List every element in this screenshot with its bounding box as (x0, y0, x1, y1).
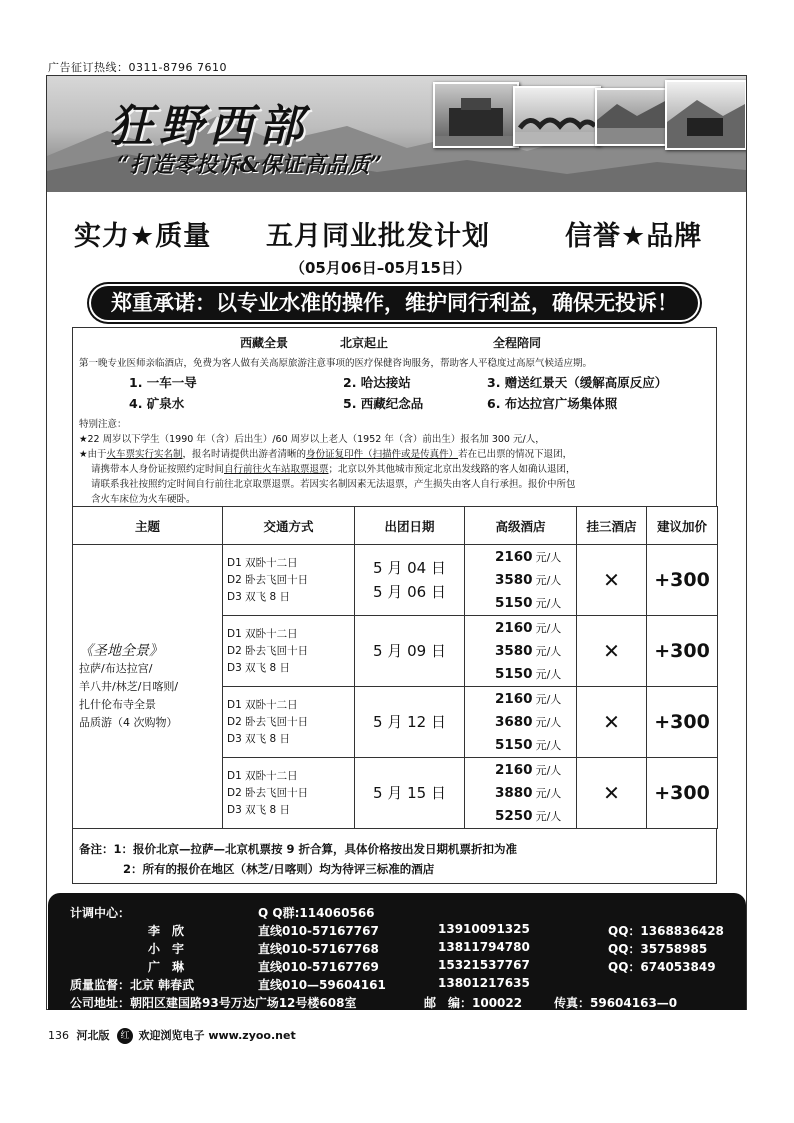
departure-date: 5 月 12 日 (373, 713, 446, 731)
page-number: 136 (48, 1029, 69, 1042)
price-unit: 元/人 (535, 667, 562, 681)
price-cell (465, 616, 577, 687)
price-unit: 元/人 (535, 644, 562, 658)
theme-cell (73, 545, 223, 829)
col-header-3star-hotel: 挂三酒店 (577, 507, 647, 545)
camel-caravan-icon (513, 86, 601, 146)
col-header-markup: 建议加价 (647, 507, 718, 545)
col-header-transport: 交通方式 (223, 507, 355, 545)
date-cell (355, 687, 465, 758)
company-address: 公司地址：朝阳区建国路93号万达广场12号楼608室 (70, 996, 357, 1010)
special-2a: ★由于 (79, 449, 107, 460)
route-d3: D3 双飞 8 日 (227, 732, 290, 745)
price-unit: 元/人 (535, 738, 562, 752)
special-2b: 火车票实行实名制 (106, 449, 183, 460)
departure-date: 5 月 06 日 (373, 583, 446, 601)
remark-line-2: 2：所有的报价在地区（林芝/日喀则）均为待评三标准的酒店 (123, 862, 435, 876)
departure-date: 5 月 04 日 (373, 559, 446, 577)
quality-mobile: 13801217635 (438, 976, 530, 990)
fax: 传真：59604163—0 (554, 996, 678, 1010)
markup-value: +300 (647, 616, 718, 687)
price-value: 5150 (495, 665, 533, 682)
theme-title: 《圣地全景》 (79, 642, 163, 659)
remarks-box (72, 828, 717, 884)
price-unit: 元/人 (535, 621, 562, 635)
price-value: 5150 (495, 594, 533, 611)
route-cell (223, 545, 355, 616)
brand-slogan: “打造零投诉&保证高品质” (117, 152, 383, 178)
pledge-banner: 郑重承诺：以专业水准的操作，维护同行利益，确保无投诉！ (91, 286, 698, 320)
remark-line-1: 备注：1：报价北京—拉萨—北京机票按 9 折合算，具体价格按出发日期机票折扣为准 (79, 842, 518, 856)
special-2c: ，报名时请提供出游者清晰的 (182, 449, 307, 460)
route-d1: D1 双卧十二日 (227, 627, 298, 640)
route-d1: D1 双卧十二日 (227, 556, 298, 569)
price-value: 2160 (495, 761, 533, 778)
feature-4: 4. 矿泉水 (129, 396, 185, 411)
special-3c: ；北京以外其他城市预定北京出发线路的客人如确认退团， (328, 464, 576, 475)
table-row (73, 545, 718, 616)
brand-title: 狂野西部 (109, 101, 309, 152)
markup-value: +300 (647, 687, 718, 758)
price-unit: 元/人 (535, 692, 562, 706)
price-value: 3580 (495, 571, 533, 588)
contact-mobile: 13910091325 (438, 922, 530, 936)
headline-right: 信誉★品牌 (565, 221, 703, 252)
contact-qq: QQ：1368836428 (608, 924, 724, 938)
price-unit: 元/人 (535, 763, 562, 777)
feature-6: 6. 布达拉宫广场集体照 (487, 396, 618, 411)
contact-mobile: 13811794780 (438, 940, 530, 954)
notice-box (72, 327, 717, 506)
table-header-row (73, 507, 718, 545)
headline-left: 实力★质量 (74, 221, 212, 252)
price-value: 3580 (495, 642, 533, 659)
contact-name: 李 欣 (148, 924, 185, 938)
banner (47, 76, 746, 192)
contact-mobile: 15321537767 (438, 958, 530, 972)
col-header-date: 出团日期 (355, 507, 465, 545)
theme-line-4: 品质游（4 次购物） (79, 715, 178, 729)
special-2e: 若在已出票的情况下退团， (458, 449, 573, 460)
price-value: 5250 (495, 807, 533, 824)
theme-line-1: 拉萨/布达拉宫/ (79, 661, 153, 675)
contact-line: 直线010-57167767 (258, 924, 379, 938)
special-3b: 自行前往火车站取票退票 (224, 464, 329, 475)
special-line-2 (79, 446, 572, 460)
feature-5: 5. 西藏纪念品 (343, 396, 424, 411)
not-available-mark: ✕ (577, 687, 647, 758)
monastery-icon (665, 80, 746, 150)
price-cell (465, 687, 577, 758)
route-d3: D3 双飞 8 日 (227, 661, 290, 674)
quality-supervisor: 质量监督：北京 韩春武 (70, 978, 195, 992)
contact-qq: QQ：674053849 (608, 960, 716, 974)
route-d3: D3 双飞 8 日 (227, 803, 290, 816)
feature-3: 3. 赠送红景天（缓解高原反应） (487, 375, 668, 390)
headline-center: 五月同业批发计划 (266, 221, 490, 252)
special-line-3 (91, 461, 576, 475)
feature-2: 2. 哈达接站 (343, 375, 411, 390)
feature-1: 1. 一车一导 (129, 375, 197, 390)
price-unit: 元/人 (535, 809, 562, 823)
route-cell (223, 616, 355, 687)
departure-date: 5 月 09 日 (373, 642, 446, 660)
contact-line: 直线010-57167769 (258, 960, 379, 974)
contact-line: 直线010-57167768 (258, 942, 379, 956)
quality-line: 直线010—59604161 (258, 978, 386, 992)
tibet-palace-icon (433, 82, 519, 148)
price-value: 2160 (495, 548, 533, 565)
ad-hotline: 广告征订热线：0311-8796 7610 (48, 61, 227, 74)
notice-title-c: 全程陪同 (493, 336, 542, 350)
price-value: 3880 (495, 784, 533, 801)
special-2d: 身份证复印件（扫描件或是传真件） (306, 449, 459, 460)
price-table (72, 506, 718, 829)
notice-title-a: 西藏全景 (240, 336, 289, 350)
special-line-5: 含火车床位为火车硬卧。 (91, 494, 196, 505)
route-cell (223, 758, 355, 829)
edition-label: 河北版 (76, 1029, 110, 1042)
route-d3: D3 双飞 8 日 (227, 590, 290, 603)
route-d2: D2 卧去飞回十日 (227, 715, 309, 728)
special-line-1: ★22 周岁以下学生（1990 年（含）后出生）/60 周岁以上老人（1952 年（含）前出生）报名加 300 元/人， (79, 434, 545, 445)
price-cell (465, 758, 577, 829)
markup-value: +300 (647, 545, 718, 616)
price-value: 2160 (495, 619, 533, 636)
contact-name: 小 宇 (148, 942, 185, 956)
special-3a: 请携带本人身份证按照约定时间 (91, 464, 225, 475)
brand-logo-icon: 红 (117, 1028, 133, 1044)
route-d2: D2 卧去飞回十日 (227, 644, 309, 657)
theme-line-2: 羊八井/林芝/日喀则/ (79, 679, 179, 693)
col-header-premium-hotel: 高级酒店 (465, 507, 577, 545)
page-footer (48, 1027, 296, 1044)
special-line-4: 请联系我社按照约定时间自行前往北京取票退票。若因实名制因素无法退票，产生损失由客人自行承担。报价中所包 (91, 479, 576, 490)
not-available-mark: ✕ (577, 758, 647, 829)
route-cell (223, 687, 355, 758)
date-cell (355, 758, 465, 829)
route-d2: D2 卧去飞回十日 (227, 786, 309, 799)
price-value: 3680 (495, 713, 533, 730)
route-d1: D1 双卧十二日 (227, 698, 298, 711)
contact-qq: QQ：35758985 (608, 942, 708, 956)
route-d2: D2 卧去飞回十日 (227, 573, 309, 586)
postcode: 邮 编：100022 (424, 996, 523, 1010)
price-unit: 元/人 (535, 573, 562, 587)
departure-date: 5 月 15 日 (373, 784, 446, 802)
qq-group: Q Q群:114060566 (258, 906, 375, 920)
route-d1: D1 双卧十二日 (227, 769, 298, 782)
special-title: 特别注意： (79, 419, 127, 430)
notice-title-b: 北京起止 (340, 336, 389, 350)
contact-panel (48, 893, 746, 1010)
price-unit: 元/人 (535, 596, 562, 610)
date-cell (355, 616, 465, 687)
welcome-text: 欢迎浏览电子 www.zyoo.net (138, 1029, 296, 1042)
price-value: 5150 (495, 736, 533, 753)
price-unit: 元/人 (535, 786, 562, 800)
date-cell (355, 545, 465, 616)
lake-icon (595, 88, 669, 146)
theme-line-3: 扎什伦布寺全景 (79, 697, 156, 711)
date-range: （05月06日–05月15日） (290, 259, 471, 277)
price-cell (465, 545, 577, 616)
price-unit: 元/人 (535, 715, 562, 729)
not-available-mark: ✕ (577, 616, 647, 687)
notice-intro: 第一晚专业医师亲临酒店，免费为客人做有关高原旅游注意事项的医疗保健咨询服务，帮助客人平稳度过高原气候适应期。 (79, 358, 593, 369)
contact-name: 广 琳 (148, 960, 185, 974)
price-unit: 元/人 (535, 550, 562, 564)
col-header-theme: 主题 (73, 507, 223, 545)
contact-center-label: 计调中心： (70, 906, 131, 920)
markup-value: +300 (647, 758, 718, 829)
not-available-mark: ✕ (577, 545, 647, 616)
price-value: 2160 (495, 690, 533, 707)
